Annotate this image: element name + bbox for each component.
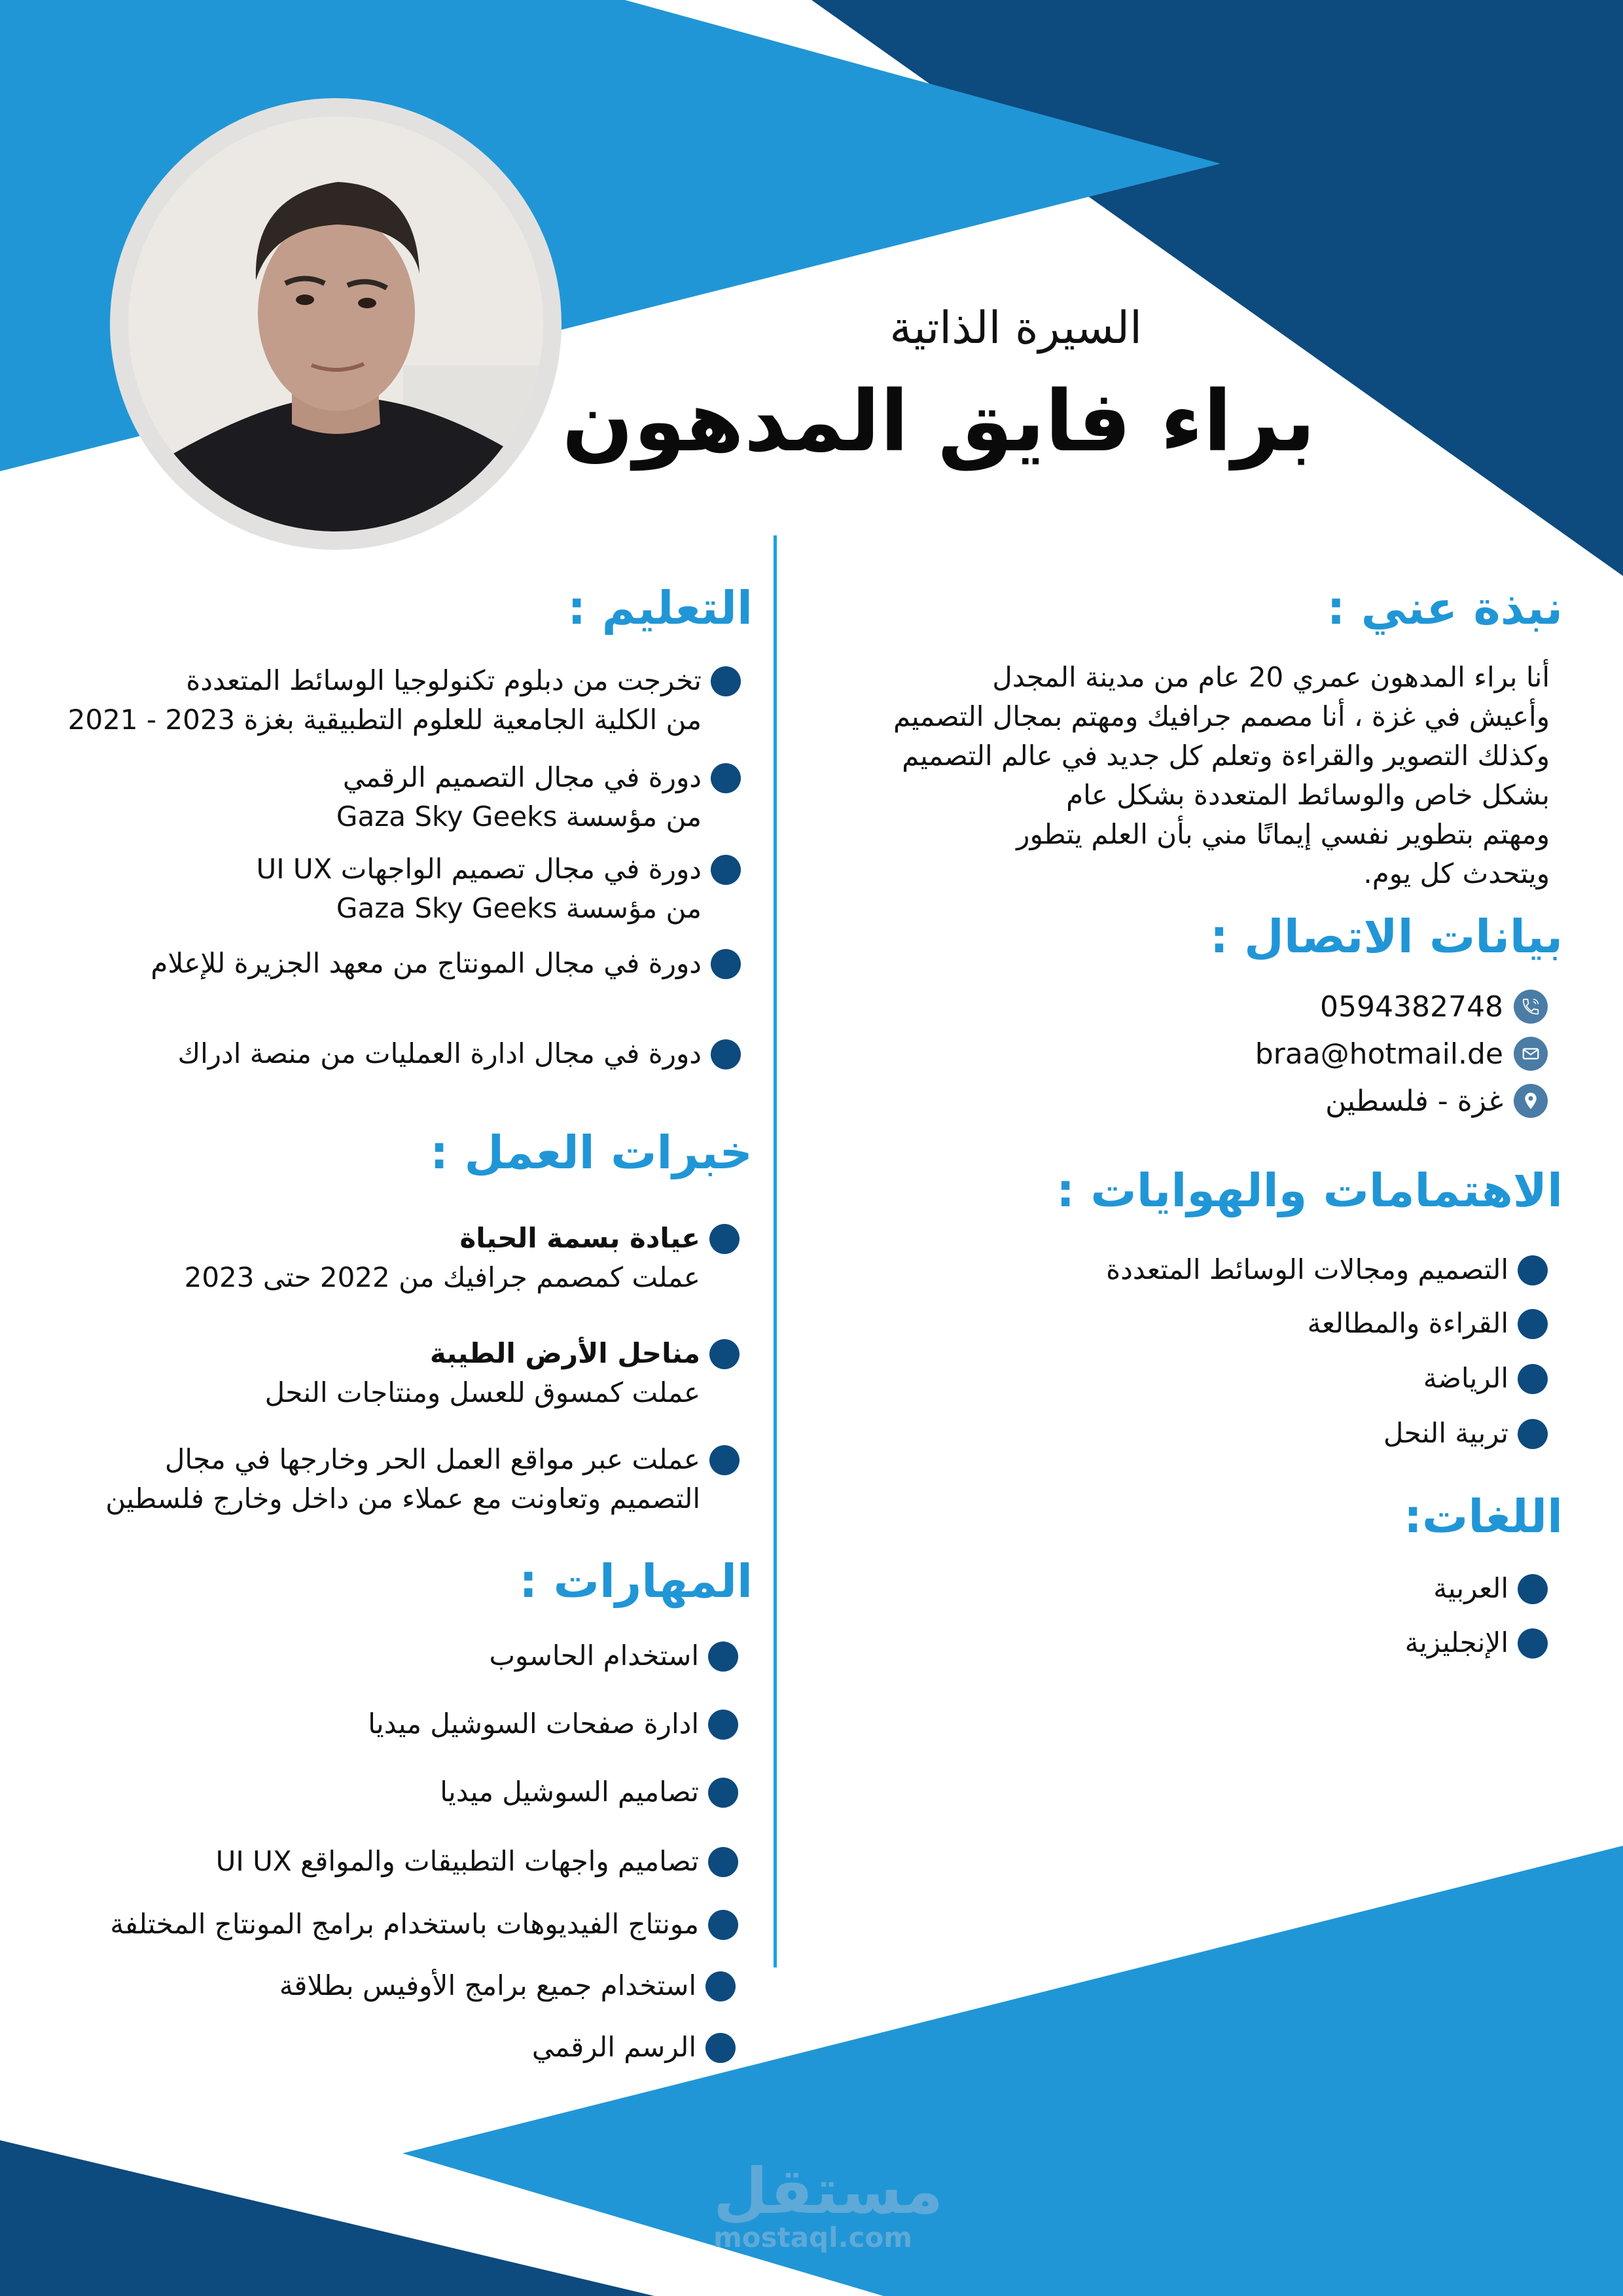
bullet-dot-icon (708, 1847, 738, 1877)
location-pin-icon (1514, 1084, 1548, 1118)
cv-subtitle: السيرة الذاتية (889, 302, 1142, 354)
interest-item (1106, 1250, 1548, 1289)
bullet-dot-icon (1518, 1364, 1548, 1394)
experience-item (185, 1219, 740, 1297)
bullet-dot-icon (705, 1971, 736, 2001)
education-line: دورة في مجال التصميم الرقمي (342, 761, 702, 793)
skill-item (368, 1704, 738, 1744)
about-line: ويتحدث كل يوم. (1363, 857, 1550, 889)
language-item (1433, 1569, 1548, 1608)
skill-label: تصاميم واجهات التطبيقات والمواقع UI UX (215, 1845, 699, 1877)
about-line: أنا براء المدهون عمري 20 عام من مدينة المجدل (992, 661, 1550, 693)
education-line: دورة في مجال المونتاج من معهد الجزيرة للإعلام (151, 947, 702, 979)
skill-item (440, 1772, 738, 1812)
contact-phone[interactable] (1320, 990, 1548, 1024)
about-section-title: نبذة عني : (1327, 581, 1563, 635)
interest-label: تربية النحل (1383, 1417, 1508, 1449)
education-item (256, 850, 741, 928)
mostaql-watermark (713, 2155, 944, 2253)
education-line: دورة في مجال ادارة العمليات من منصة ادراك (177, 1037, 702, 1069)
skill-label: الرسم الرقمي (531, 2031, 696, 2063)
education-line: من مؤسسة Gaza Sky Geeks (336, 800, 702, 833)
bullet-dot-icon (709, 1339, 740, 1369)
email-address: braa@hotmail.de (1255, 1037, 1503, 1071)
bullet-dot-icon (1518, 1628, 1548, 1659)
experience-line: عملت عبر مواقع العمل الحر وخارجها في مجال (164, 1443, 700, 1475)
education-line: دورة في مجال تصميم الواجهات UI UX (256, 853, 702, 885)
experience-item (105, 1440, 740, 1518)
bullet-dot-icon (708, 1778, 738, 1808)
about-line: بشكل خاص والوسائط المتعددة بشكل عام (1066, 779, 1550, 811)
location-text: غزة - فلسطين (1325, 1084, 1503, 1118)
interest-label: الرياضة (1423, 1362, 1508, 1394)
languages-section-title: اللغات: (1404, 1490, 1563, 1543)
education-line: من الكلية الجامعية للعلوم التطبيقية بغزة 2023 - 2021 (67, 704, 702, 736)
interest-item (1383, 1414, 1548, 1453)
watermark-arabic: مستقل (713, 2155, 944, 2228)
skill-item (110, 1905, 738, 1944)
skill-label: تصاميم السوشيل ميديا (440, 1776, 699, 1808)
skill-label: مونتاج الفيديوهات باستخدام برامج المونتاج المختلفة (110, 1908, 699, 1940)
column-divider (774, 535, 777, 1967)
interest-item (1307, 1304, 1548, 1343)
mail-icon (1514, 1037, 1548, 1071)
candidate-name: براء فايق المدهون (562, 373, 1315, 471)
language-item (1405, 1623, 1548, 1662)
bullet-dot-icon (711, 763, 741, 793)
skill-item (489, 1636, 738, 1676)
contact-section-title: بيانات الاتصال : (1209, 910, 1563, 963)
education-line: تخرجت من دبلوم تكنولوجيا الوسائط المتعددة (186, 664, 702, 696)
bullet-dot-icon (711, 949, 741, 979)
about-line: ومهتم بتطوير نفسي إيمانًا مني بأن العلم يتطور (1016, 818, 1550, 850)
contact-email[interactable] (1255, 1037, 1548, 1071)
bullet-dot-icon (711, 666, 741, 696)
bullet-dot-icon (711, 855, 741, 885)
education-item (336, 758, 741, 836)
about-line: وكذلك التصوير والقراءة وتعلم كل جديد في عالم التصميم (902, 740, 1550, 772)
experience-line: عملت كمسوق للعسل ومنتاجات النحل (264, 1376, 700, 1408)
bullet-dot-icon (708, 1710, 738, 1740)
bullet-dot-icon (1518, 1419, 1548, 1449)
skill-item (532, 2028, 736, 2067)
experience-heading: عيادة بسمة الحياة (459, 1222, 700, 1254)
bullet-dot-icon (709, 1224, 740, 1254)
bullet-dot-icon (1518, 1574, 1548, 1604)
language-label: الإنجليزية (1404, 1626, 1508, 1659)
skill-item (216, 1842, 738, 1881)
person-portrait-icon (128, 117, 543, 531)
skills-section-title: المهارات : (519, 1554, 753, 1608)
bullet-dot-icon (708, 1910, 738, 1940)
bullet-dot-icon (1518, 1255, 1548, 1285)
bullet-dot-icon (711, 1039, 741, 1069)
education-item (151, 944, 741, 983)
about-paragraph (893, 658, 1550, 893)
experience-line: التصميم وتعاونت مع عملاء من داخل وخارج فلسطين (105, 1482, 700, 1515)
skill-label: ادارة صفحات السوشيل ميديا (368, 1708, 699, 1740)
bullet-dot-icon (708, 1641, 738, 1672)
education-section-title: التعليم : (567, 581, 753, 635)
experience-item (265, 1334, 740, 1412)
bullet-dot-icon (709, 1445, 740, 1475)
education-line: من مؤسسة Gaza Sky Geeks (336, 892, 702, 924)
education-item (177, 1034, 741, 1073)
interests-section-title: الاهتمامات والهوايات : (1056, 1164, 1563, 1217)
bullet-dot-icon (1518, 1309, 1548, 1339)
interest-label: القراءة والمطالعة (1307, 1307, 1508, 1339)
skill-label: استخدام جميع برامج الأوفيس بطلاقة (279, 1969, 696, 2001)
interest-label: التصميم ومجالات الوسائط المتعددة (1106, 1253, 1508, 1285)
language-label: العربية (1433, 1572, 1508, 1604)
phone-icon (1514, 990, 1548, 1024)
education-item (68, 661, 741, 740)
skill-label: استخدام الحاسوب (489, 1640, 699, 1672)
watermark-latin: mostaql.com (713, 2221, 912, 2253)
interest-item (1423, 1359, 1548, 1398)
experience-heading: مناحل الأرض الطيبة (429, 1337, 700, 1369)
experience-line: عملت كمصمم جرافيك من 2022 حتى 2023 (184, 1261, 700, 1293)
profile-photo-frame (110, 98, 562, 550)
about-line: وأعيش في غزة ، أنا مصمم جرافيك ومهتم بمجال التصميم (893, 700, 1550, 732)
phone-number: 0594382748 (1320, 990, 1503, 1024)
experience-section-title: خبرات العمل : (430, 1126, 753, 1179)
contact-location (1325, 1084, 1548, 1118)
bullet-dot-icon (705, 2033, 736, 2063)
skill-item (279, 1966, 736, 2005)
profile-photo (128, 117, 543, 531)
